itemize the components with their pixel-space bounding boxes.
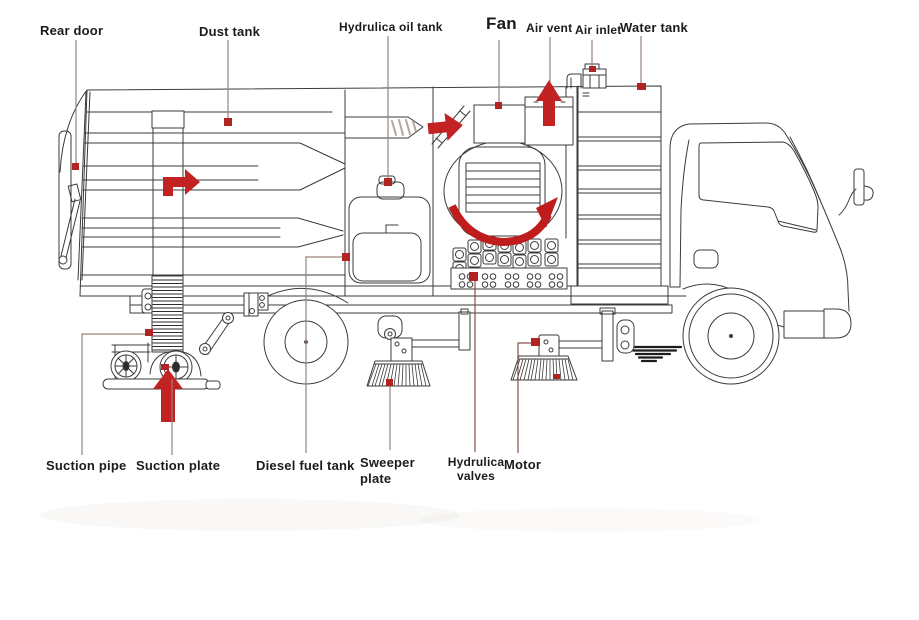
dust-tank-panels xyxy=(80,133,661,286)
marker-oil-tank xyxy=(384,178,392,186)
label-suction-pipe: Suction pipe xyxy=(46,458,127,473)
marker-suction-plate xyxy=(161,364,169,370)
label-motor: Motor xyxy=(504,457,542,472)
label-rear-door: Rear door xyxy=(40,23,104,38)
airflow-right-arrow xyxy=(427,111,465,143)
label-water-tank: Water tank xyxy=(620,20,688,35)
air-inlet-assembly xyxy=(567,64,606,88)
side-mirror xyxy=(854,169,864,205)
marker-motor xyxy=(531,338,540,346)
label-air-vent: Air vent xyxy=(526,21,573,35)
marker-dust-tank xyxy=(224,118,232,126)
marker-air-inlet xyxy=(589,66,596,72)
label-hydraulic-valves: Hydrulica valves xyxy=(447,455,505,484)
label-diesel-fuel-tank: Diesel fuel tank xyxy=(256,458,355,473)
front-wheel xyxy=(683,288,779,384)
leaf-spring xyxy=(617,320,681,361)
marker-sweeper-plate-right xyxy=(553,374,560,379)
airflow-elbow-arrow xyxy=(163,169,200,196)
marker-sweeper-plate-left xyxy=(386,379,393,386)
label-air-inlet: Air inlet xyxy=(575,23,622,37)
fan-housing-box xyxy=(474,105,530,143)
marker-hydraulic-valves xyxy=(469,272,478,281)
left-sweeper xyxy=(367,309,470,386)
label-suction-plate: Suction plate xyxy=(136,458,221,473)
marker-diesel-tank xyxy=(342,253,350,261)
rear-door-panel xyxy=(59,90,90,280)
water-tank xyxy=(571,86,668,304)
label-dust-tank: Dust tank xyxy=(199,24,261,39)
ground-shadow xyxy=(40,499,760,532)
label-fan: Fan xyxy=(486,14,517,33)
middle-wheel xyxy=(256,288,348,384)
marker-suction-pipe xyxy=(145,329,153,336)
sketch-hatch xyxy=(392,120,416,135)
label-sweeper-plate: Sweeper plate xyxy=(360,455,415,486)
label-hydraulic-oil-tank: Hydrulica oil tank xyxy=(339,20,443,34)
marker-water-tank xyxy=(637,83,646,90)
diesel-fuel-tank xyxy=(349,197,430,283)
right-sweeper xyxy=(511,308,615,380)
marker-rear-door xyxy=(72,163,79,170)
marker-fan xyxy=(495,102,502,109)
suction-assembly xyxy=(103,276,220,389)
